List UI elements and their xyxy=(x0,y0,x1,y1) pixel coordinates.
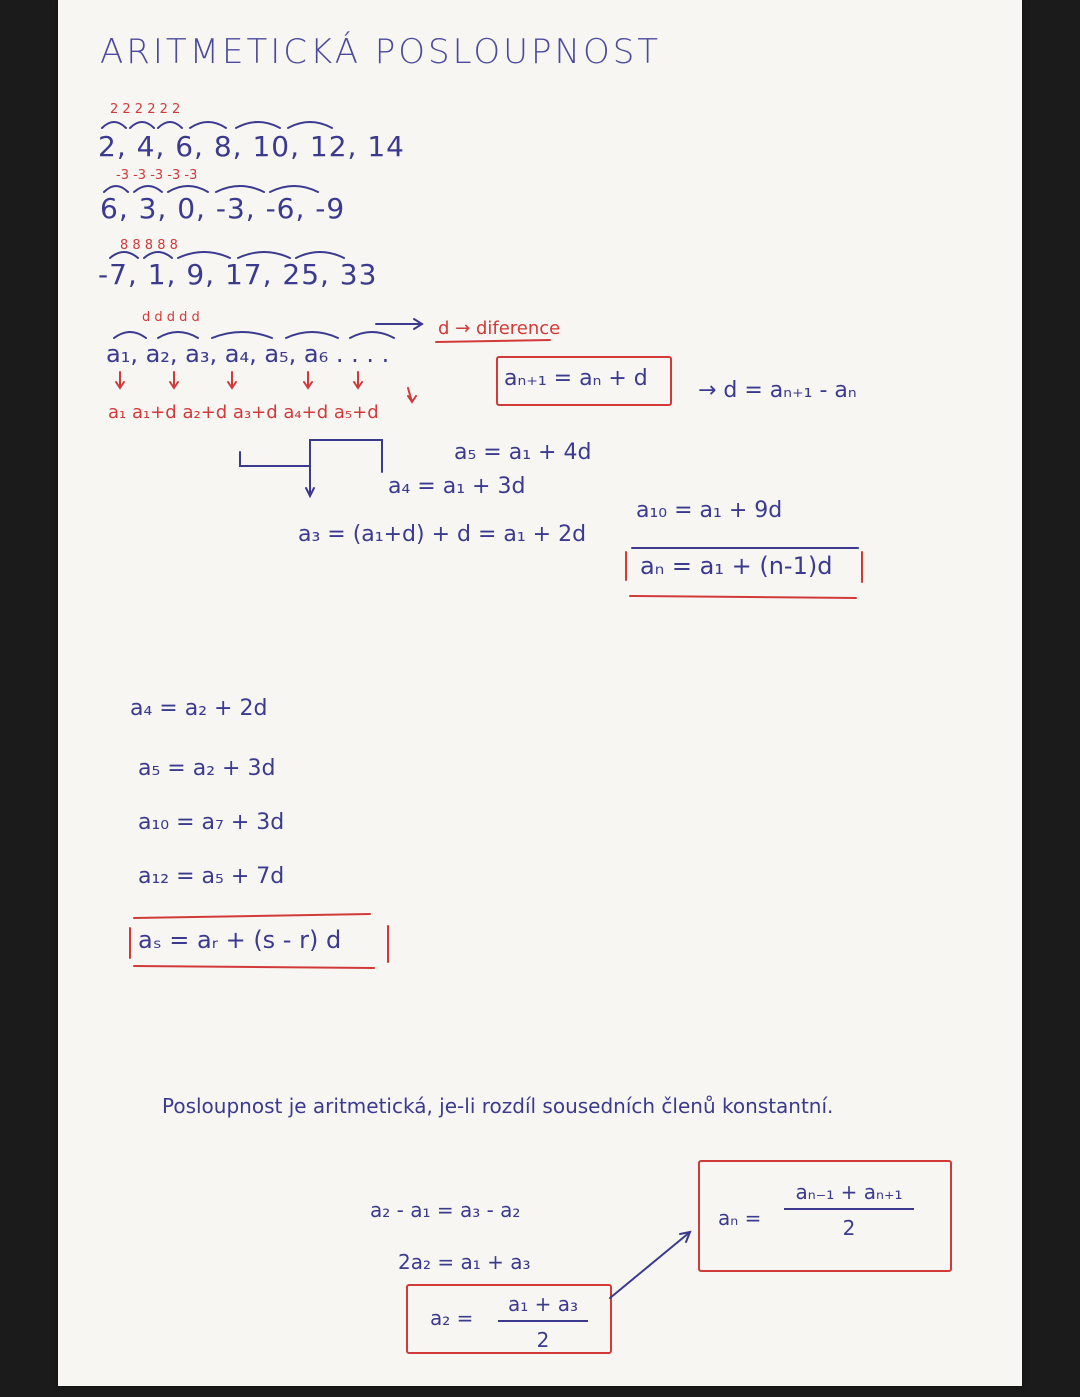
relation-a10: a₁₀ = a₇ + 3d xyxy=(138,810,285,835)
arc-3c xyxy=(178,252,230,258)
relation-a5: a₅ = a₂ + 3d xyxy=(138,756,276,781)
recurrence-formula: aₙ₊₁ = aₙ + d xyxy=(504,366,648,391)
mean-equation-2: 2a₂ = a₁ + a₃ xyxy=(398,1250,531,1274)
arc-3a xyxy=(110,252,138,258)
term-expansions: a₁ a₁+d a₂+d a₃+d a₄+d a₅+d xyxy=(108,402,379,423)
nth-term-formula: aₙ = a₁ + (n-1)d xyxy=(640,552,833,580)
mean-result-lhs: a₂ = xyxy=(430,1306,474,1330)
arc-3d xyxy=(238,252,290,258)
general-sequence: a₁, a₂, a₃, a₄, a₅, a₆ . . . . xyxy=(106,340,390,368)
arc-3e xyxy=(296,252,344,258)
arc-3b xyxy=(144,252,172,258)
arc-4b xyxy=(158,332,198,338)
arc-4d xyxy=(286,332,338,338)
general-differences: d d d d d xyxy=(142,310,200,325)
example-1-differences: 2 2 2 2 2 2 xyxy=(110,102,181,117)
mean-general-numerator: aₙ₋₁ + aₙ₊₁ xyxy=(784,1180,914,1210)
arc-4a xyxy=(114,332,146,338)
notebook-page xyxy=(58,0,1022,1386)
mean-general-denominator: 2 xyxy=(842,1216,856,1240)
arc-1d xyxy=(190,122,226,128)
underline-nth-term xyxy=(630,596,856,598)
arc-1f xyxy=(288,122,332,128)
arc-2b xyxy=(134,186,162,192)
a3-derivation: a₃ = (a₁+d) + d = a₁ + 2d xyxy=(298,522,587,547)
arc-1b xyxy=(130,122,154,128)
a4-derivation: a₄ = a₁ + 3d xyxy=(388,474,526,499)
example-2-differences: -3 -3 -3 -3 -3 xyxy=(116,168,198,183)
bracket-lines xyxy=(240,440,382,466)
mean-general-lhs: aₙ = xyxy=(718,1206,762,1230)
connector-arrow xyxy=(610,1232,690,1298)
page-title: ARITMETICKÁ POSLOUPNOST xyxy=(100,32,662,72)
a10-formula: a₁₀ = a₁ + 9d xyxy=(636,498,783,523)
general-relation-formula: aₛ = aᵣ + (s - r) d xyxy=(138,926,342,954)
underline-diference xyxy=(436,340,550,342)
definition-text: Posloupnost je aritmetická, je-li rozdíl sousedních členů konstantní. xyxy=(162,1094,834,1118)
arc-1e xyxy=(236,122,280,128)
mean-result-numerator: a₁ + a₃ xyxy=(498,1292,588,1322)
difference-note: d → diference xyxy=(438,318,561,339)
arc-2e xyxy=(270,186,318,192)
handwritten-strokes xyxy=(58,0,1022,1386)
difference-formula: → d = aₙ₊₁ - aₙ xyxy=(698,378,857,403)
relation-a4: a₄ = a₂ + 2d xyxy=(130,696,268,721)
underline-general-relation xyxy=(134,966,374,968)
example-2-sequence: 6, 3, 0, -3, -6, -9 xyxy=(100,192,346,225)
arc-1a xyxy=(102,122,126,128)
a5-derivation: a₅ = a₁ + 4d xyxy=(454,440,592,465)
relation-a12: a₁₂ = a₅ + 7d xyxy=(138,864,285,889)
arc-4e xyxy=(350,332,394,338)
example-3-differences: 8 8 8 8 8 xyxy=(120,238,178,253)
overline-general-relation xyxy=(134,914,370,918)
arc-4c xyxy=(212,332,272,338)
arc-1c xyxy=(158,122,182,128)
example-3-sequence: -7, 1, 9, 17, 25, 33 xyxy=(98,258,378,291)
arc-2d xyxy=(216,186,264,192)
mean-result-denominator: 2 xyxy=(536,1328,550,1352)
arc-2a xyxy=(104,186,128,192)
arc-2c xyxy=(168,186,208,192)
example-1-sequence: 2, 4, 6, 8, 10, 12, 14 xyxy=(98,130,405,163)
mean-equation-1: a₂ - a₁ = a₃ - a₂ xyxy=(370,1198,521,1222)
